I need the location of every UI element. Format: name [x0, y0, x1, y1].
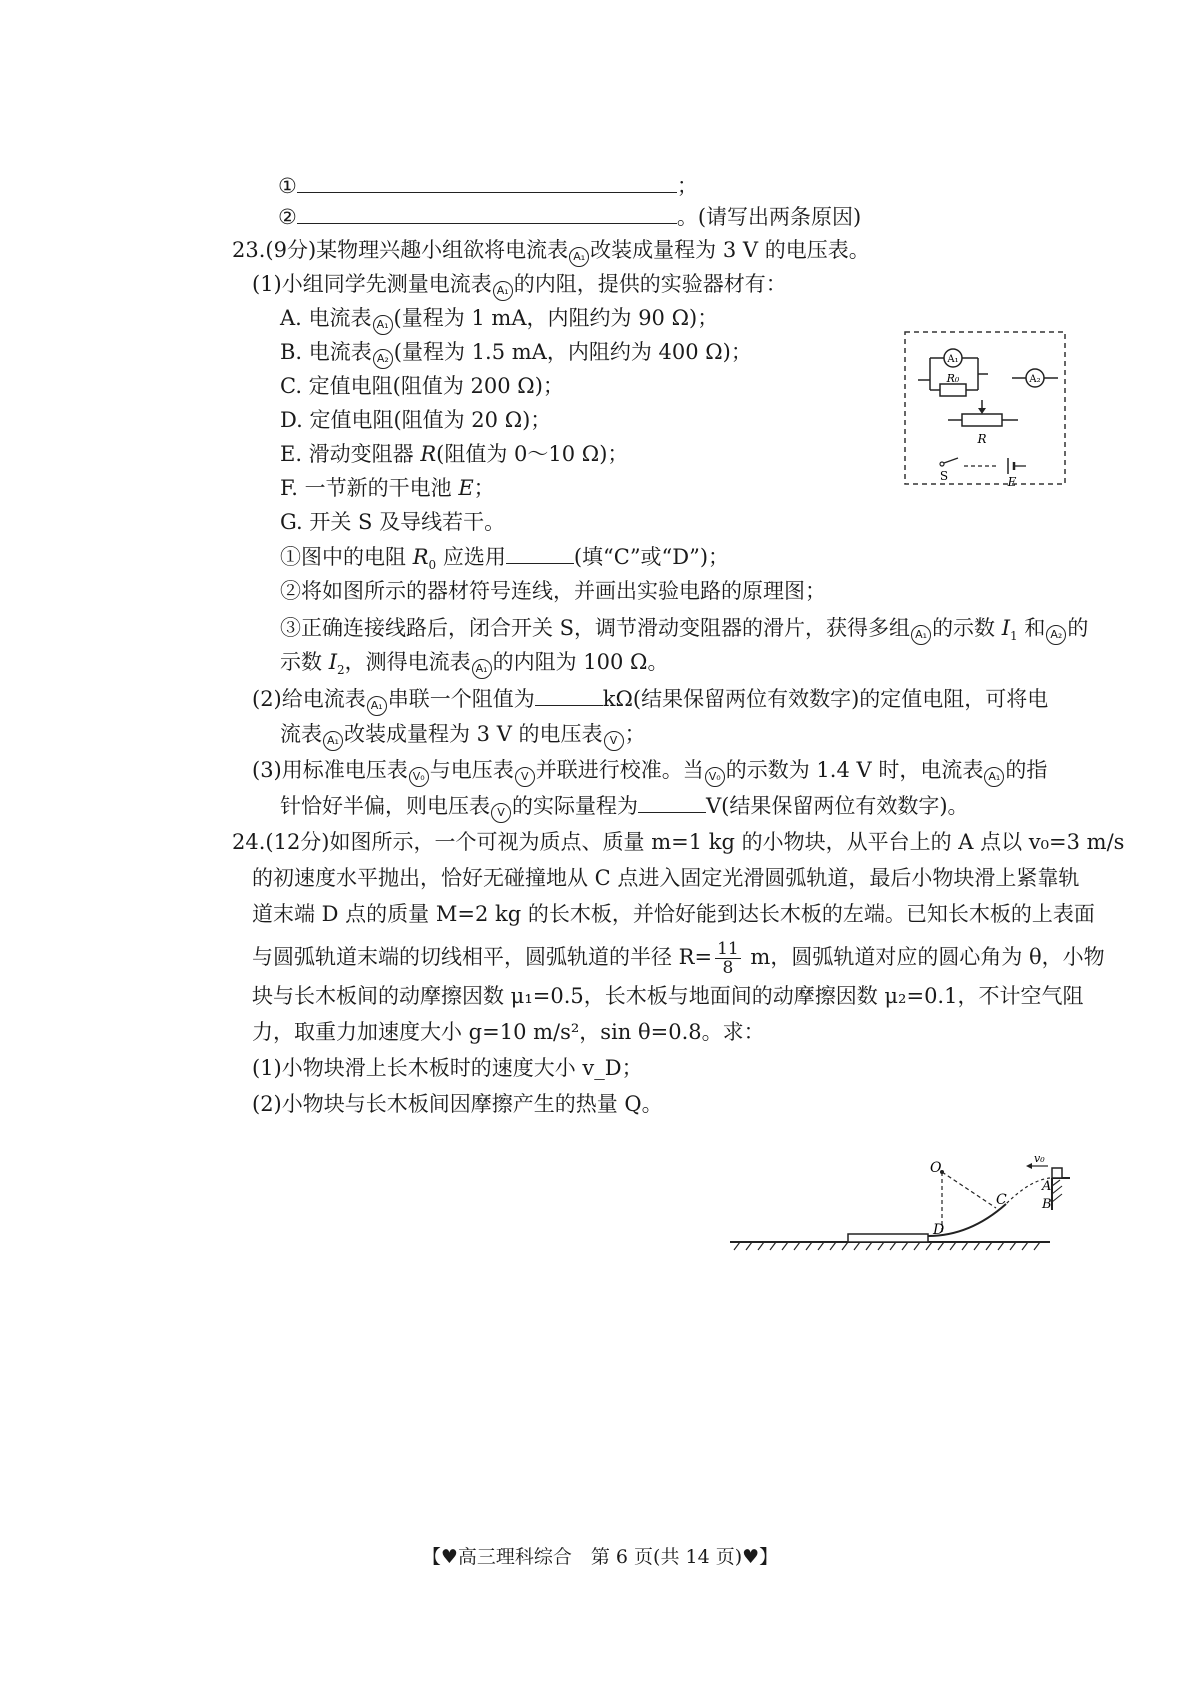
- q23-option-b: B. 电流表 A₂ (量程为 1.5 mA，内阻约为 400 Ω)；: [280, 338, 752, 369]
- voltmeter-v-icon: V: [604, 731, 624, 751]
- voltmeter-v-icon: V: [515, 767, 535, 787]
- ammeter-a1-icon: A₁: [472, 659, 492, 679]
- q24-line4: 与圆弧轨道末端的切线相平，圆弧轨道的半径 R= $\frac{11}{8}$ m，圆弧轨道对应的圆心角为 θ，小物: [252, 939, 1105, 978]
- ammeter-a1-icon: A₁: [323, 731, 343, 751]
- resistor-r0-symbol: [940, 384, 966, 396]
- q23-option-a: A. 电流表 A₁ (量程为 1 mA，内阻约为 90 Ω)；: [280, 304, 718, 335]
- q23-part2-line1: (2)给电流表 A₁ 串联一个阻值为 kΩ(结果保留两位有效数字)的定值电阻，可将电: [252, 685, 1048, 716]
- ammeter-a2-icon: A₂: [373, 349, 393, 369]
- q24-line6: 力，取重力加速度大小 g=10 m/s²，sin θ=0.8。求：: [252, 1020, 765, 1044]
- q23-sub3-line2: 示数 $I_2$，测得电流表 A₁ 的内阻为 100 Ω。: [280, 650, 669, 678]
- q24-line3: 道末端 D 点的质量 M=2 kg 的长木板，并恰好能到达长木板的左端。已知长木板的上表面: [252, 902, 1095, 926]
- q24-line1: 24.(12分)如图所示，一个可视为质点、质量 m=1 kg 的小物块，从平台上的 A 点以 v₀=3 m/s: [232, 830, 1125, 854]
- q23-stem: 23.(9分)某物理兴趣小组欲将电流表 A₁ 改装成量程为 3 V 的电压表。: [232, 236, 870, 267]
- ammeter-a1-icon: A₁: [367, 696, 387, 716]
- radius-fraction: $\frac{11}{8}$: [717, 939, 739, 978]
- q24-question1: (1)小物块滑上长木板时的速度大小 v_D；: [252, 1056, 643, 1080]
- label-r0: R₀: [946, 372, 960, 385]
- label-o: O: [930, 1160, 942, 1176]
- q23-option-c: C. 定值电阻(阻值为 200 Ω)；: [280, 374, 564, 398]
- q23-sub3-line1: ③正确连接线路后，闭合开关 S，调节滑动变阻器的滑片，获得多组 A₁ 的示数 $I_1$ 和 A₂ 的: [280, 616, 1089, 644]
- ammeter-a1-icon: A₁: [493, 281, 513, 301]
- label-c: C: [996, 1192, 1007, 1208]
- blank-item-2: ② 。(请写出两条原因): [278, 205, 862, 229]
- ammeter-a1-icon: A₁: [373, 315, 393, 335]
- label-a2: A₂: [1029, 374, 1041, 385]
- label-e: E: [1007, 475, 1017, 489]
- q23-part3-line1: (3)用标准电压表 V₀ 与电压表 V 并联进行校准。当 V₀ 的示数为 1.4 V 时，电流表 A₁ 的指: [252, 756, 1047, 787]
- voltmeter-v-icon: V: [491, 803, 511, 823]
- blank-item-1: ① ；: [278, 174, 698, 198]
- ammeter-a2-icon: A₂: [1046, 625, 1066, 645]
- q23-option-d: D. 定值电阻(阻值为 20 Ω)；: [280, 408, 552, 432]
- label-a1: A₁: [947, 354, 959, 365]
- label-v0: v₀: [1034, 1152, 1045, 1165]
- range-blank[interactable]: [638, 794, 706, 813]
- answer-blank-2[interactable]: [297, 205, 677, 224]
- q23-sub1: ①图中的电阻 $R_0$ 应选用 (填“C”或“D”)；: [280, 545, 730, 573]
- voltmeter-v0-icon: V₀: [409, 767, 429, 787]
- q23-option-e: E. 滑动变阻器 R(阻值为 0～10 Ω)；: [280, 442, 629, 466]
- q24-question2: (2)小物块与长木板间因摩擦产生的热量 Q。: [252, 1092, 663, 1116]
- q23-option-f: F. 一节新的干电池 E；: [280, 476, 495, 500]
- q23-part1: (1)小组同学先测量电流表 A₁ 的内阻，提供的实验器材有：: [252, 270, 787, 301]
- r0-choice-blank[interactable]: [506, 545, 574, 564]
- block-a: [1052, 1168, 1062, 1178]
- resistor-value-blank[interactable]: [535, 687, 603, 706]
- label-b: B: [1042, 1197, 1052, 1212]
- label-s: S: [939, 469, 949, 483]
- q23-sub2: ②将如图所示的器材符号连线，并画出实验电路的原理图；: [280, 579, 826, 603]
- voltmeter-v0-icon: V₀: [705, 767, 725, 787]
- label-a: A: [1042, 1179, 1052, 1194]
- ammeter-a1-icon: A₁: [911, 625, 931, 645]
- label-r: R: [977, 432, 987, 446]
- answer-blank-1[interactable]: [297, 174, 677, 193]
- q23-part2-line2: 流表 A₁ 改装成量程为 3 V 的电压表 V ；: [280, 720, 646, 751]
- page-footer: 【♥高三理科综合 第 6 页(共 14 页)♥】: [421, 1546, 779, 1568]
- rheostat-symbol: [962, 414, 1002, 426]
- ammeter-a1-icon: A₁: [984, 767, 1004, 787]
- q23-part3-line2: 针恰好半偏，则电压表 V 的实际量程为 V(结果保留两位有效数字)。: [280, 792, 969, 823]
- long-board: [848, 1234, 928, 1242]
- ammeter-a1-icon: A₁: [569, 247, 589, 267]
- label-d: D: [933, 1222, 945, 1238]
- q24-line5: 块与长木板间的动摩擦因数 μ₁=0.5，长木板与地面间的动摩擦因数 μ₂=0.1，不计空气阻: [252, 984, 1084, 1008]
- circuit-diagram: [900, 328, 1070, 490]
- track-diagram: [730, 1150, 1090, 1260]
- q23-option-g: G. 开关 S 及导线若干。: [280, 510, 506, 534]
- q24-line2: 的初速度水平抛出，恰好无碰撞地从 C 点进入固定光滑圆弧轨道，最后小物块滑上紧靠轨: [252, 866, 1080, 890]
